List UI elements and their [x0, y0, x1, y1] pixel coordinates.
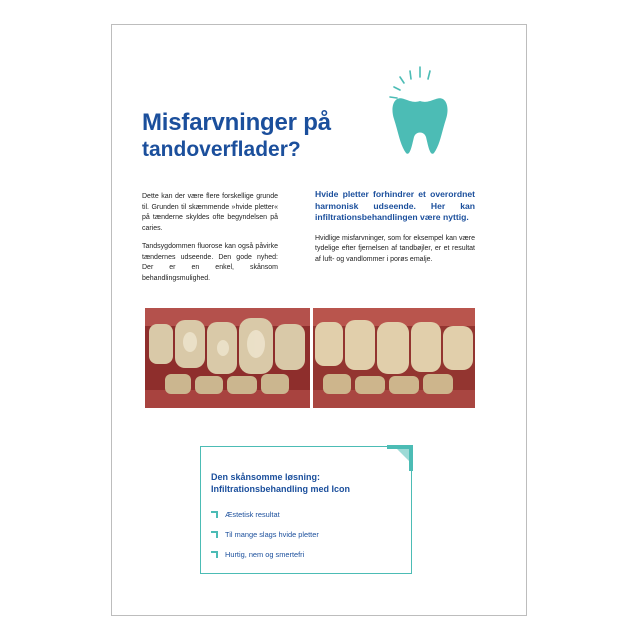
teeth-photo — [145, 308, 475, 408]
page-title: Misfarvninger på — [142, 109, 331, 136]
teeth-photo-before — [145, 308, 310, 408]
bullet-arrow-icon — [211, 511, 218, 518]
bullet-arrow-icon — [211, 531, 218, 538]
solution-title-line-1: Den skånsomme løsning: — [211, 472, 321, 482]
solution-box — [200, 446, 412, 574]
left-text-column — [142, 192, 278, 292]
list-item — [211, 509, 319, 520]
highlight-text: Hvide pletter forhindrer et overordnet harmonisk udseende. Her kan infiltrationsbehandlingen være nyttig. — [315, 189, 475, 222]
teeth-photo-after — [313, 308, 475, 408]
brochure-page — [111, 24, 527, 616]
bullet-arrow-icon — [211, 551, 218, 558]
list-item — [211, 529, 319, 540]
list-item-label: Til mange slags hvide pletter — [225, 530, 319, 539]
right-text-column — [315, 189, 475, 273]
list-item — [211, 549, 319, 560]
page-subtitle: tandoverflader? — [142, 138, 301, 161]
left-paragraph-1: Dette kan der være flere forskellige grunde til. Grunden til skæmmende »hvide pletter« på tænderne skyldes ofte begyndelsen på caries. — [142, 193, 278, 232]
benefits-list — [211, 509, 319, 569]
corner-accent-icon — [387, 445, 413, 471]
solution-title-line-2: Infiltrationsbehandling med Icon — [211, 484, 351, 494]
list-item-label: Æstetisk resultat — [225, 510, 280, 519]
solution-box-title — [211, 471, 350, 495]
list-item-label: Hurtig, nem og smertefri — [225, 550, 305, 559]
right-paragraph-1: Hvidlige misfarvninger, som for eksempel kan være tydelige efter fjernelsen af tandbøjler, er et resultat af luft- og vandlommer i porøs emalje. — [315, 234, 475, 263]
tooth-icon — [378, 65, 462, 161]
left-paragraph-2: Tandsygdommen fluorose kan også påvirke tændernes udseende. Den gode nyhed: Der er en enkel, skånsom behandlingsmulighed. — [142, 243, 278, 282]
